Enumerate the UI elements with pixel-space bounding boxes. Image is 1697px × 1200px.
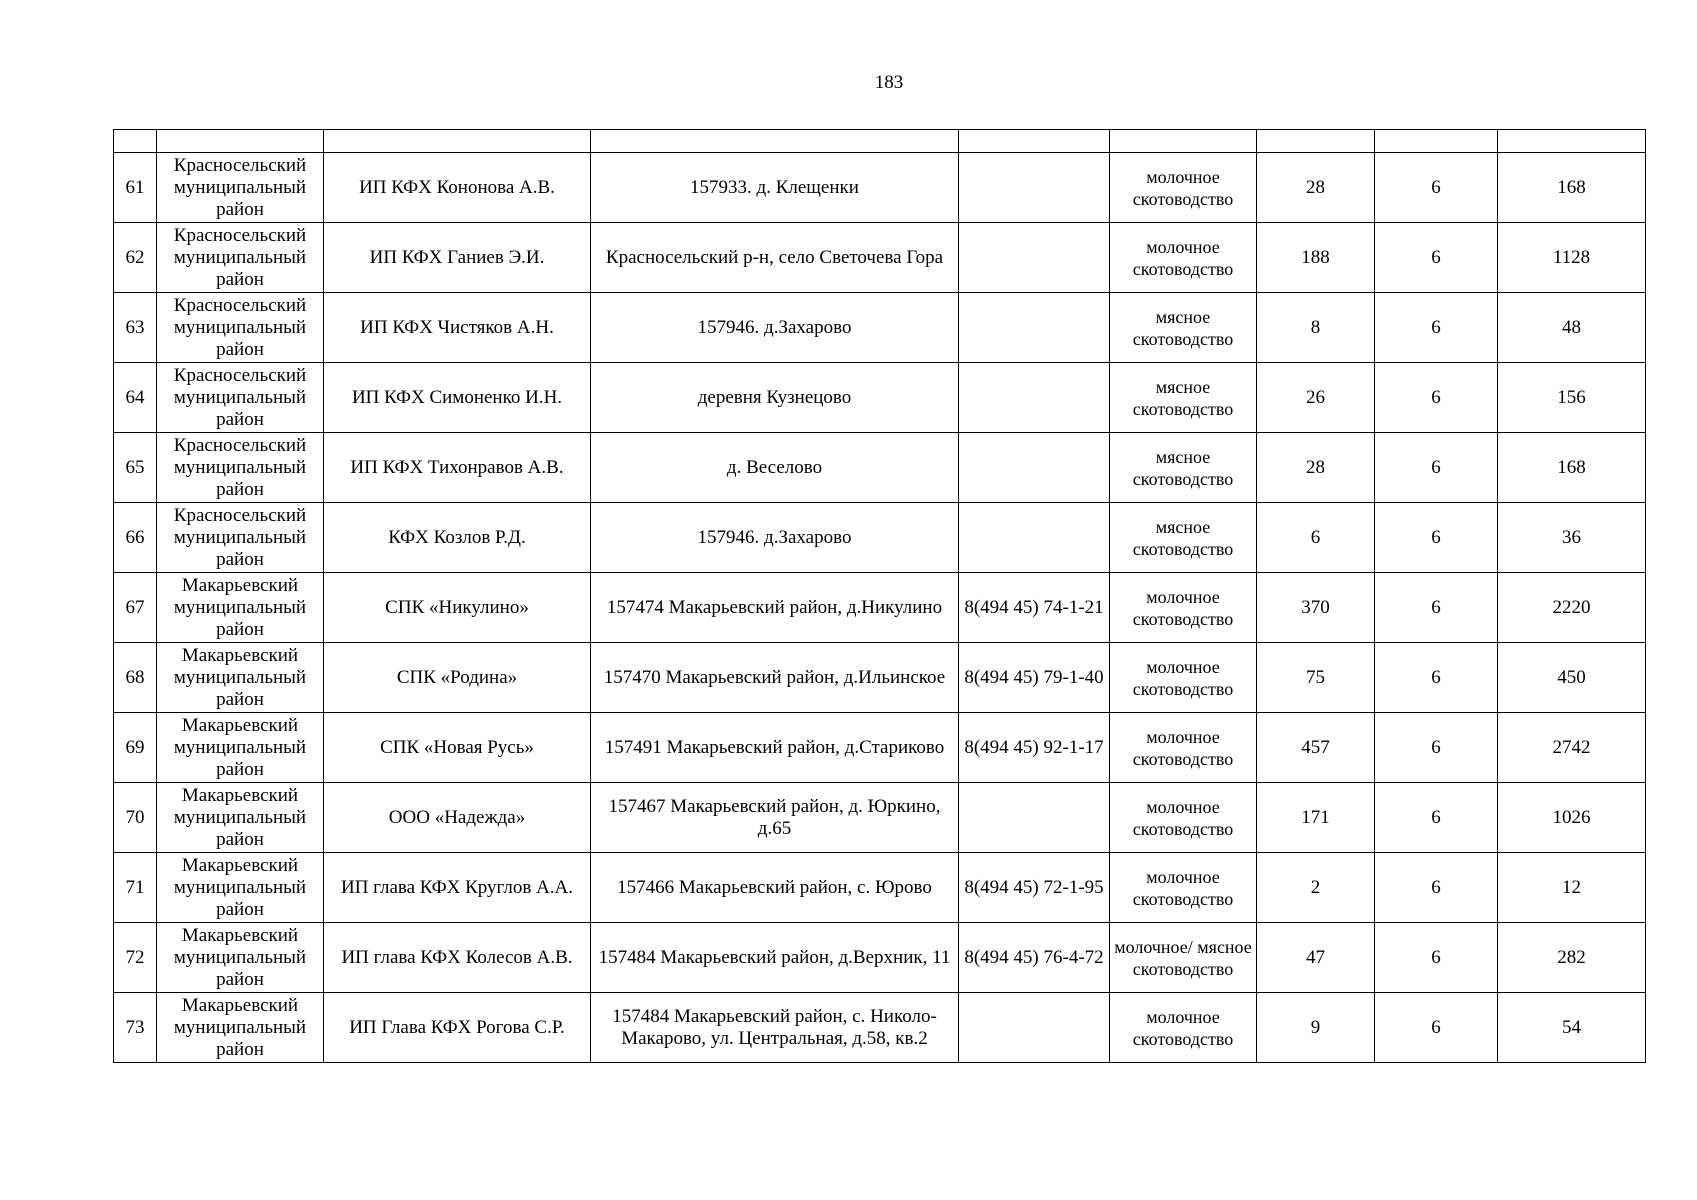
district-cell: Макарьевский муниципальный район	[157, 713, 324, 783]
farm-name-cell: ИП КФХ Тихонравов А.В.	[324, 433, 591, 503]
phone-cell	[959, 363, 1110, 433]
quantity-cell: 457	[1257, 713, 1375, 783]
activity-type-cell: молочное скотоводство	[1110, 573, 1257, 643]
table-row	[114, 853, 1646, 923]
district-cell: Красносельский муниципальный район	[157, 433, 324, 503]
district-cell: Красносельский муниципальный район	[157, 153, 324, 223]
coefficient-cell: 6	[1375, 783, 1498, 853]
table-row	[114, 923, 1646, 993]
phone-cell	[959, 153, 1110, 223]
total-cell: 2742	[1498, 713, 1646, 783]
total-cell: 282	[1498, 923, 1646, 993]
farm-name-cell: СПК «Новая Русь»	[324, 713, 591, 783]
farm-name-cell: ИП КФХ Симоненко И.Н.	[324, 363, 591, 433]
header-cell	[1257, 130, 1375, 153]
farm-name-cell: ООО «Надежда»	[324, 783, 591, 853]
activity-type-cell: молочное скотоводство	[1110, 783, 1257, 853]
header-cell	[1375, 130, 1498, 153]
quantity-cell: 2	[1257, 853, 1375, 923]
phone-cell	[959, 293, 1110, 363]
table-row	[114, 223, 1646, 293]
row-number: 69	[114, 713, 157, 783]
activity-type-cell: молочное/ мясное скотоводство	[1110, 923, 1257, 993]
activity-type-cell: молочное скотоводство	[1110, 713, 1257, 783]
row-number: 73	[114, 993, 157, 1063]
header-cell	[591, 130, 959, 153]
quantity-cell: 188	[1257, 223, 1375, 293]
header-cell	[114, 130, 157, 153]
address-cell: 157946. д.Захарово	[591, 293, 959, 363]
table-row	[114, 293, 1646, 363]
total-cell: 1128	[1498, 223, 1646, 293]
total-cell: 450	[1498, 643, 1646, 713]
address-cell: 157467 Макарьевский район, д. Юркино, д.65	[591, 783, 959, 853]
header-cell	[1498, 130, 1646, 153]
district-cell: Макарьевский муниципальный район	[157, 853, 324, 923]
coefficient-cell: 6	[1375, 153, 1498, 223]
address-cell: 157466 Макарьевский район, с. Юрово	[591, 853, 959, 923]
phone-cell: 8(494 45) 76-4-72	[959, 923, 1110, 993]
total-cell: 54	[1498, 993, 1646, 1063]
quantity-cell: 28	[1257, 433, 1375, 503]
header-cell	[959, 130, 1110, 153]
farm-name-cell: СПК «Родина»	[324, 643, 591, 713]
address-cell: 157933. д. Клещенки	[591, 153, 959, 223]
phone-cell	[959, 783, 1110, 853]
total-cell: 12	[1498, 853, 1646, 923]
farm-name-cell: ИП КФХ Ганиев Э.И.	[324, 223, 591, 293]
address-cell: деревня Кузнецово	[591, 363, 959, 433]
farms-table	[113, 129, 1646, 1063]
farm-name-cell: КФХ Козлов Р.Д.	[324, 503, 591, 573]
quantity-cell: 47	[1257, 923, 1375, 993]
quantity-cell: 171	[1257, 783, 1375, 853]
row-number: 63	[114, 293, 157, 363]
row-number: 67	[114, 573, 157, 643]
address-cell: 157484 Макарьевский район, с. Николо-Макарово, ул. Центральная, д.58, кв.2	[591, 993, 959, 1063]
district-cell: Макарьевский муниципальный район	[157, 993, 324, 1063]
phone-cell	[959, 433, 1110, 503]
phone-cell: 8(494 45) 92-1-17	[959, 713, 1110, 783]
total-cell: 2220	[1498, 573, 1646, 643]
table-row	[114, 363, 1646, 433]
address-cell: д. Веселово	[591, 433, 959, 503]
district-cell: Красносельский муниципальный район	[157, 223, 324, 293]
coefficient-cell: 6	[1375, 573, 1498, 643]
table-row	[114, 153, 1646, 223]
coefficient-cell: 6	[1375, 293, 1498, 363]
coefficient-cell: 6	[1375, 223, 1498, 293]
address-cell: 157946. д.Захарово	[591, 503, 959, 573]
phone-cell: 8(494 45) 79-1-40	[959, 643, 1110, 713]
phone-cell: 8(494 45) 72-1-95	[959, 853, 1110, 923]
phone-cell	[959, 503, 1110, 573]
coefficient-cell: 6	[1375, 643, 1498, 713]
table-row	[114, 573, 1646, 643]
coefficient-cell: 6	[1375, 503, 1498, 573]
total-cell: 48	[1498, 293, 1646, 363]
row-number: 68	[114, 643, 157, 713]
table-row	[114, 783, 1646, 853]
district-cell: Макарьевский муниципальный район	[157, 783, 324, 853]
row-number: 72	[114, 923, 157, 993]
quantity-cell: 28	[1257, 153, 1375, 223]
district-cell: Макарьевский муниципальный район	[157, 573, 324, 643]
district-cell: Макарьевский муниципальный район	[157, 923, 324, 993]
farm-name-cell: ИП КФХ Кононова А.В.	[324, 153, 591, 223]
activity-type-cell: мясное скотоводство	[1110, 433, 1257, 503]
activity-type-cell: мясное скотоводство	[1110, 503, 1257, 573]
row-number: 70	[114, 783, 157, 853]
table-row	[114, 993, 1646, 1063]
quantity-cell: 9	[1257, 993, 1375, 1063]
farm-name-cell: ИП глава КФХ Круглов А.А.	[324, 853, 591, 923]
district-cell: Красносельский муниципальный район	[157, 363, 324, 433]
total-cell: 156	[1498, 363, 1646, 433]
coefficient-cell: 6	[1375, 433, 1498, 503]
farm-name-cell: ИП Глава КФХ Рогова С.Р.	[324, 993, 591, 1063]
farm-name-cell: СПК «Никулино»	[324, 573, 591, 643]
table-row	[114, 643, 1646, 713]
total-cell: 168	[1498, 153, 1646, 223]
header-cell	[324, 130, 591, 153]
quantity-cell: 370	[1257, 573, 1375, 643]
farm-name-cell: ИП КФХ Чистяков А.Н.	[324, 293, 591, 363]
district-cell: Красносельский муниципальный район	[157, 293, 324, 363]
address-cell: 157470 Макарьевский район, д.Ильинское	[591, 643, 959, 713]
total-cell: 36	[1498, 503, 1646, 573]
quantity-cell: 26	[1257, 363, 1375, 433]
page-number: 183	[874, 72, 904, 93]
activity-type-cell: молочное скотоводство	[1110, 223, 1257, 293]
table-header-row	[114, 130, 1646, 153]
quantity-cell: 6	[1257, 503, 1375, 573]
coefficient-cell: 6	[1375, 853, 1498, 923]
farm-name-cell: ИП глава КФХ Колесов А.В.	[324, 923, 591, 993]
quantity-cell: 75	[1257, 643, 1375, 713]
row-number: 65	[114, 433, 157, 503]
activity-type-cell: мясное скотоводство	[1110, 363, 1257, 433]
address-cell: Красносельский р-н, село Светочева Гора	[591, 223, 959, 293]
phone-cell: 8(494 45) 74-1-21	[959, 573, 1110, 643]
total-cell: 1026	[1498, 783, 1646, 853]
phone-cell	[959, 993, 1110, 1063]
header-cell	[157, 130, 324, 153]
table-row	[114, 503, 1646, 573]
phone-cell	[959, 223, 1110, 293]
activity-type-cell: молочное скотоводство	[1110, 993, 1257, 1063]
row-number: 71	[114, 853, 157, 923]
row-number: 66	[114, 503, 157, 573]
total-cell: 168	[1498, 433, 1646, 503]
table-row	[114, 433, 1646, 503]
row-number: 64	[114, 363, 157, 433]
coefficient-cell: 6	[1375, 713, 1498, 783]
table-row	[114, 713, 1646, 783]
row-number: 62	[114, 223, 157, 293]
activity-type-cell: молочное скотоводство	[1110, 153, 1257, 223]
address-cell: 157484 Макарьевский район, д.Верхник, 11	[591, 923, 959, 993]
district-cell: Красносельский муниципальный район	[157, 503, 324, 573]
address-cell: 157474 Макарьевский район, д.Никулино	[591, 573, 959, 643]
activity-type-cell: мясное скотоводство	[1110, 293, 1257, 363]
row-number: 61	[114, 153, 157, 223]
activity-type-cell: молочное скотоводство	[1110, 853, 1257, 923]
address-cell: 157491 Макарьевский район, д.Стариково	[591, 713, 959, 783]
coefficient-cell: 6	[1375, 363, 1498, 433]
quantity-cell: 8	[1257, 293, 1375, 363]
header-cell	[1110, 130, 1257, 153]
activity-type-cell: молочное скотоводство	[1110, 643, 1257, 713]
district-cell: Макарьевский муниципальный район	[157, 643, 324, 713]
coefficient-cell: 6	[1375, 993, 1498, 1063]
coefficient-cell: 6	[1375, 923, 1498, 993]
